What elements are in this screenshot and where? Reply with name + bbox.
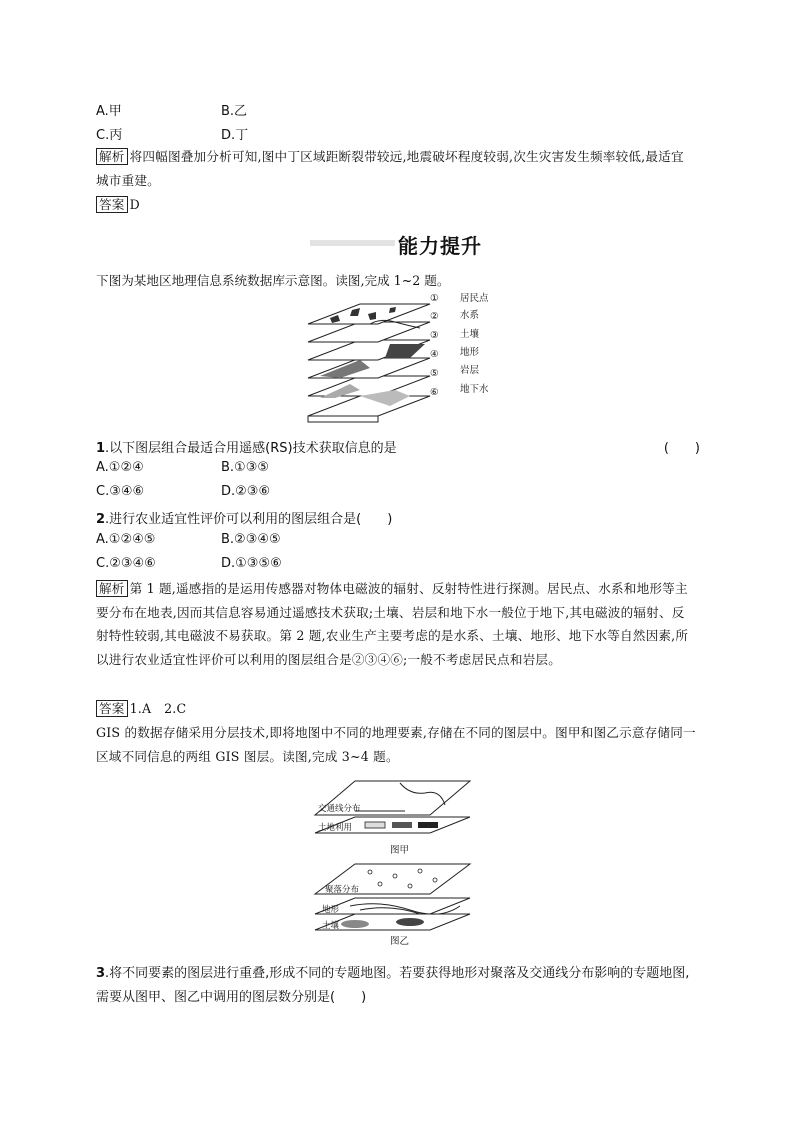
yi-caption: 图乙 — [390, 936, 410, 947]
analysis-1-2 — [96, 577, 696, 671]
gis-layers-figure — [300, 288, 510, 433]
analysis-1-2-tag: 解析 — [96, 580, 128, 597]
layer-name-6: 地下水 — [460, 384, 489, 395]
question-2-stem: .进行农业适宜性评价可以利用的图层组合是( ) — [105, 512, 393, 527]
q1-option-a: A.①②④ — [96, 460, 144, 475]
layer-name-5: 岩层 — [460, 365, 480, 376]
prev-analysis — [96, 145, 696, 192]
question-3-stem: .将不同要素的图层进行重叠,形成不同的专题地图。若要获得地形对聚落及交通线分布影响的专题地图,需要从图甲、图乙中调用的图层数分别是( ) — [96, 966, 690, 1005]
intro-3-4: GIS 的数据存储采用分层技术,即将地图中不同的地理要素,存储在不同的图层中。图甲和图乙示意存储同一区域不同信息的两组 GIS 图层。读图,完成 3~4 题。 — [96, 725, 696, 764]
q2-option-d: D.①③⑤⑥ — [221, 556, 282, 571]
layer-num-2: ② — [430, 311, 439, 322]
q1-option-d: D.②③⑥ — [221, 484, 271, 499]
jia-layer-2-label: 土地利用 — [318, 823, 353, 833]
layer-name-3: 土壤 — [460, 329, 480, 340]
layer-2-plane — [308, 322, 430, 342]
question-2 — [96, 508, 700, 527]
prev-option-b: B.乙 — [221, 104, 248, 119]
answer-1-2 — [96, 697, 696, 721]
layer-num-6: ⑥ — [430, 387, 439, 398]
prev-answer — [96, 193, 696, 217]
section-decor-bar — [310, 240, 395, 246]
jia-land-patch-3 — [418, 822, 438, 828]
layer-num-3: ③ — [430, 330, 439, 341]
question-1-number: 1 — [96, 441, 106, 456]
prev-option-a: A.甲 — [96, 104, 122, 119]
question-2-number: 2 — [96, 512, 106, 527]
figure-jia — [310, 775, 480, 860]
question-3-number: 3 — [96, 966, 106, 981]
layer-num-1: ① — [430, 293, 439, 304]
layer-num-4: ④ — [430, 349, 439, 360]
q2-option-a: A.①②④⑤ — [96, 532, 156, 547]
answer-1-2-text: 1.A 2.C — [129, 701, 187, 716]
q2-option-b: B.②③④⑤ — [221, 532, 281, 547]
q1-option-c: C.③④⑥ — [96, 484, 145, 499]
layer-name-1: 居民点 — [460, 293, 489, 304]
soil-dark-patch — [385, 344, 425, 358]
q1-option-b: B.①③⑤ — [221, 460, 270, 475]
answer-tag: 答案 — [96, 196, 128, 213]
question-3 — [96, 962, 700, 1010]
q2-option-c: C.②③④⑥ — [96, 556, 156, 571]
question-1-stem: .以下图层组合最适合用遥感(RS)技术获取信息的是 — [105, 441, 397, 456]
section-title: 能力提升 — [398, 234, 482, 258]
figure-yi — [310, 862, 480, 950]
intro-1-2: 下图为某地区地理信息系统数据库示意图。读图,完成 1~2 题。 — [96, 273, 450, 288]
prev-analysis-text: 将四幅图叠加分析可知,图中丁区域距断裂带较远,地震破坏程度较弱,次生灾害发生频率较低,最适宜城市重建。 — [96, 149, 684, 188]
yi-layer-2-label: 地形 — [322, 905, 340, 915]
analysis-tag: 解析 — [96, 148, 128, 165]
question-1 — [96, 437, 700, 456]
yi-soil-patch-2 — [396, 918, 424, 926]
layer-5-plane — [308, 376, 430, 396]
layer-name-4: 地形 — [460, 347, 480, 358]
yi-layer-3-label: 土壤 — [322, 921, 340, 931]
analysis-1-2-text: 第 1 题,遥感指的是运用传感器对物体电磁波的辐射、反射特性进行探测。居民点、水系和地形等主要分布在地表,因而其信息容易通过遥感技术获取;土壤、岩层和地下水一般位于地下,其电磁波的辐射、反射特性较弱,其电磁波不易获取。第 2 题,农业生产主要考虑的是水系、土壤、地形、地下水等自然因素,所以进行农业适宜性评价可以利用的图层组合是②③④⑥;一般不考虑居民点和岩层。 — [96, 581, 689, 667]
prev-option-d: D.丁 — [221, 128, 249, 143]
prev-option-c: C.丙 — [96, 128, 123, 143]
jia-land-patch-2 — [392, 822, 412, 828]
jia-land-patch-1 — [365, 822, 385, 828]
layer-name-2: 水系 — [460, 310, 480, 321]
yi-layer-1-label: 聚落分布 — [325, 885, 360, 895]
prev-answer-text: D — [129, 197, 140, 212]
yi-soil-patch-1 — [341, 920, 369, 928]
jia-caption: 图甲 — [390, 845, 410, 856]
layer-num-5: ⑤ — [430, 368, 439, 379]
answer-1-2-tag: 答案 — [96, 700, 128, 717]
question-1-bracket: ( ) — [663, 441, 700, 456]
jia-layer-1-label: 交通线分布 — [318, 804, 361, 814]
